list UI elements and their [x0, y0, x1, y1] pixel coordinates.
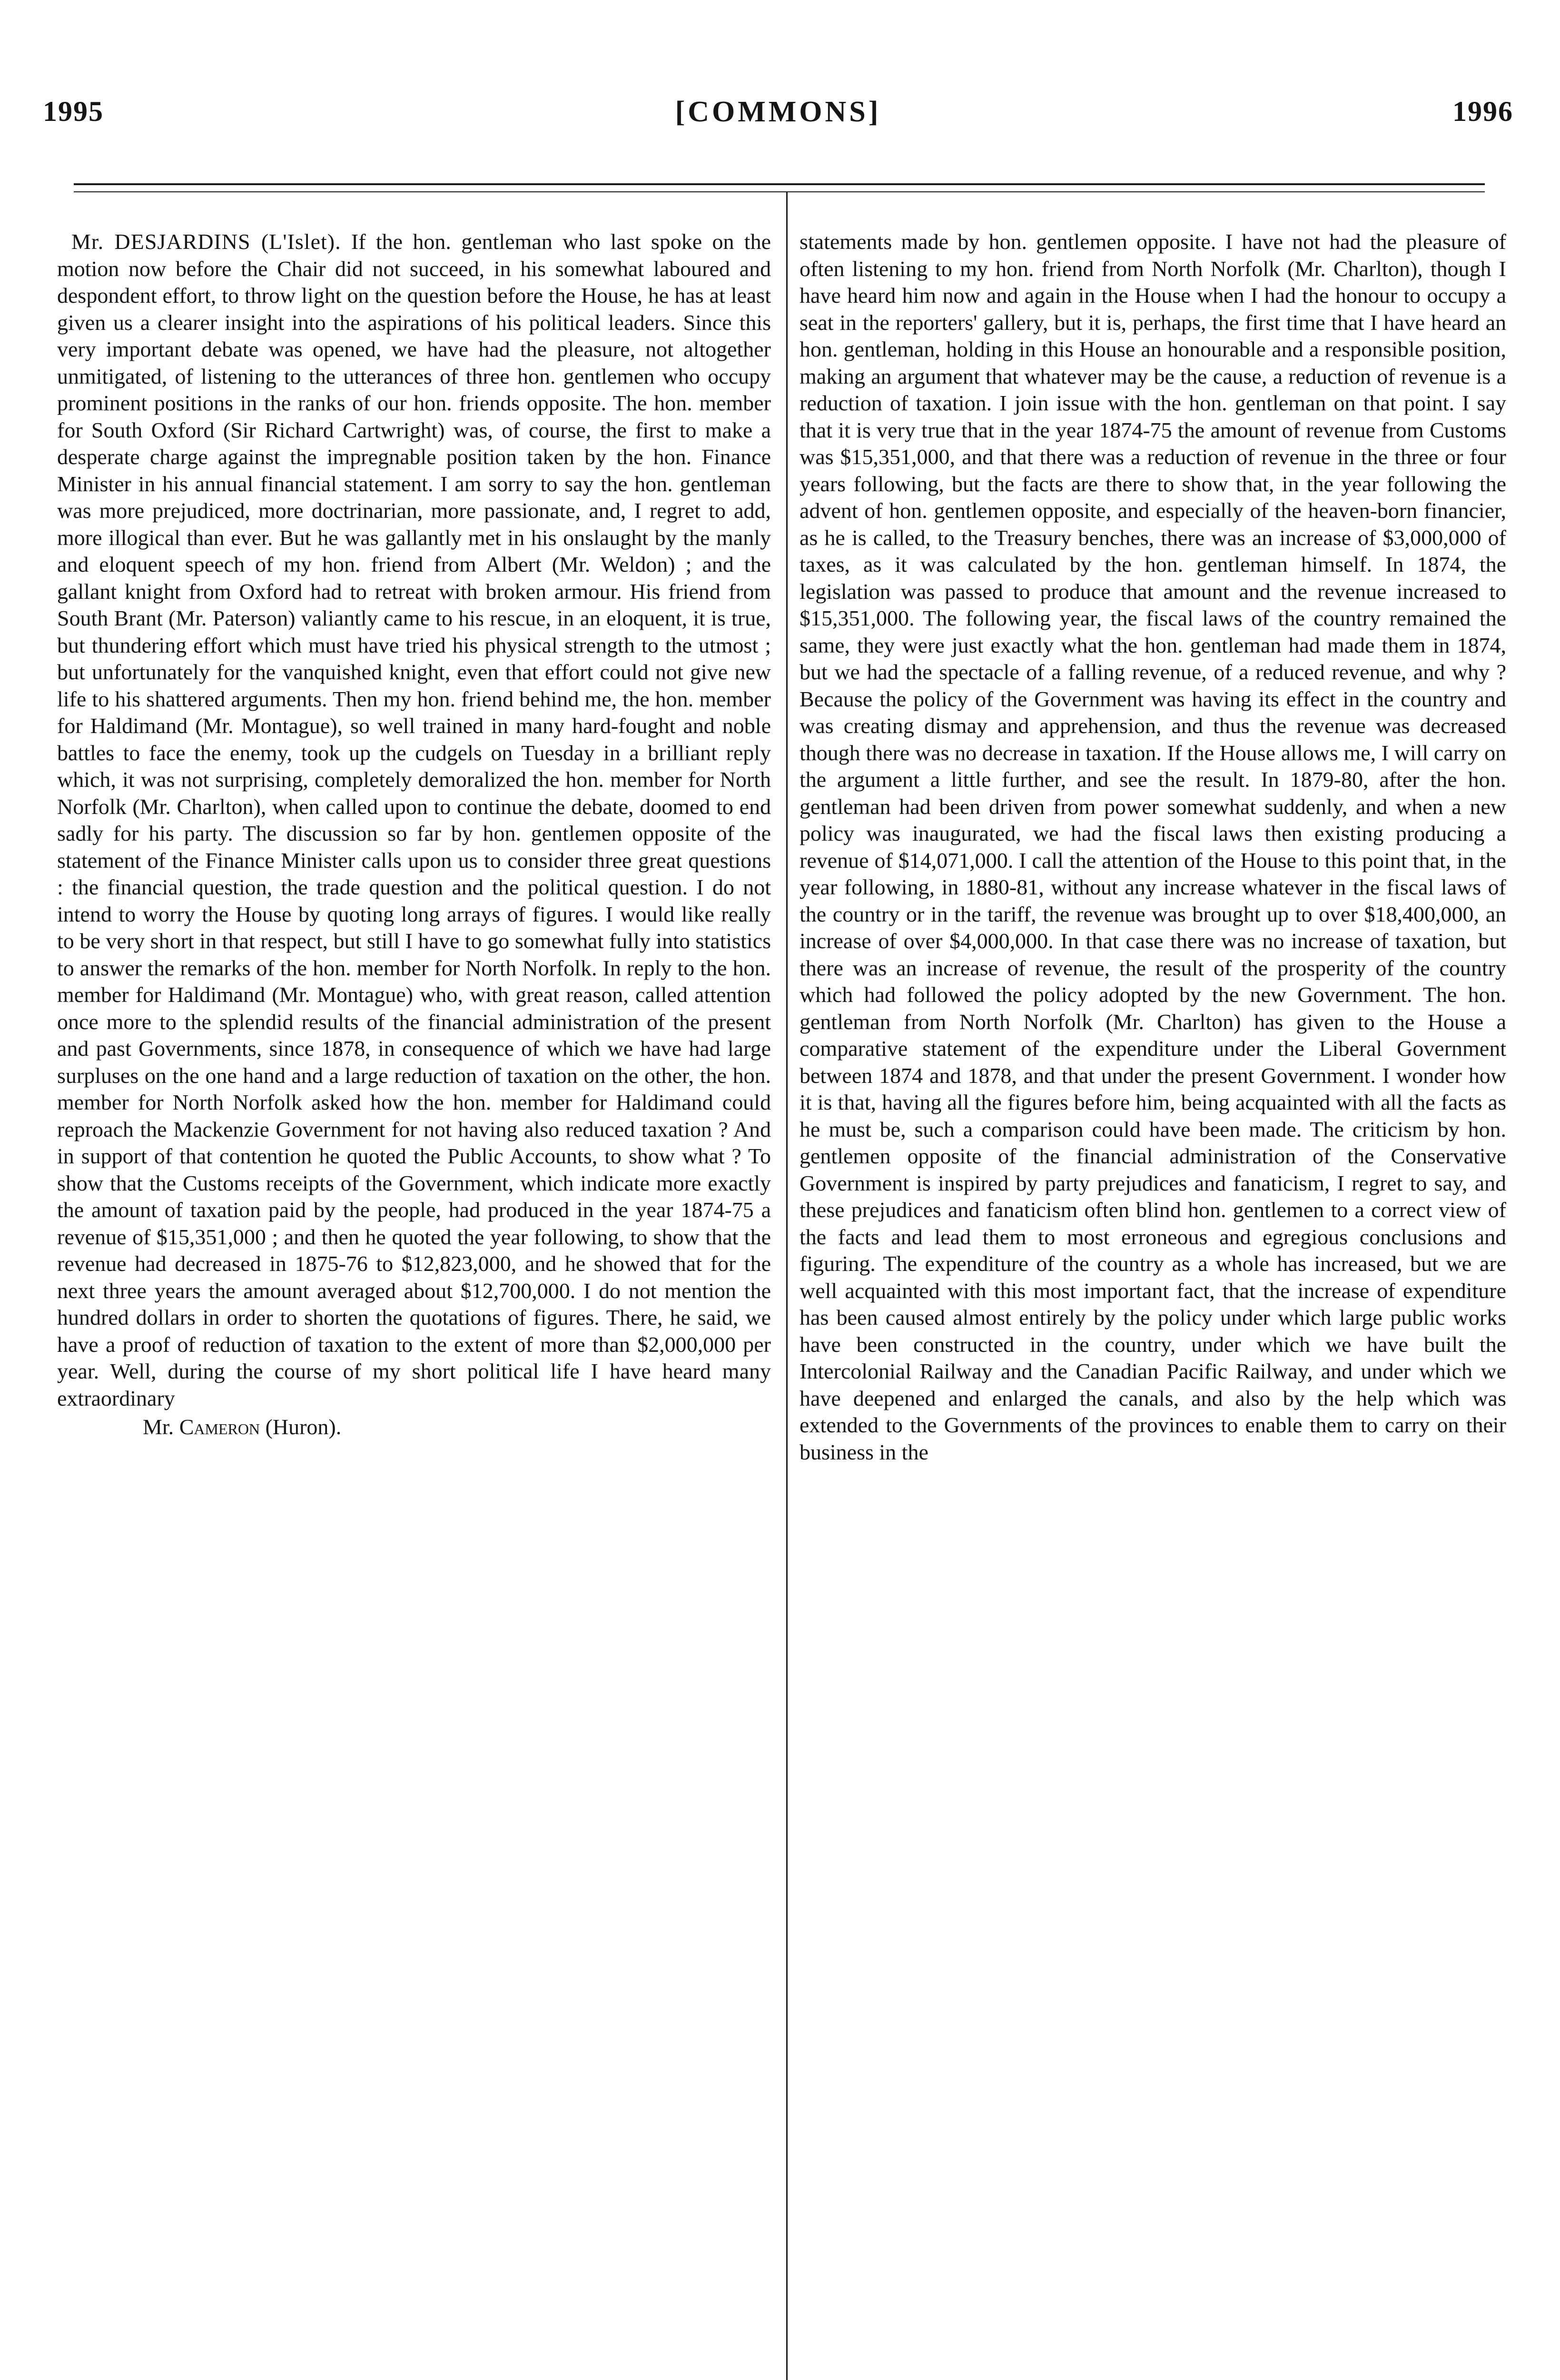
- column-divider: [786, 191, 788, 2380]
- speech-text-continued: statements made by hon. gentlemen opposite. I have not had the pleasure of often listening to my hon. friend from North Norfolk (Mr. Charlton), though I have heard him now and again in the House when I had the honour to occupy a seat in the reporters' gallery, but it is, perhaps, the first time that I have heard an hon. gentleman, holding in this House an honourable and a responsible position, making an argument that whatever may be the cause, a reduction of revenue is a reduction of taxation. I join issue with the hon. gentleman on that point. I say that it is very true that in the year 1874-75 the amount of revenue from Customs was $15,351,000, and that there was a reduction of revenue in the three or four years following, but the facts are there to show that, in the year following the advent of hon. gentlemen opposite, and especially of the heaven-born financier, as he is called, to the Treasury benches, there was an increase of $3,000,000 of taxes, as it was calculated by the hon. gentleman himself. In 1874, the legislation was passed to produce that amount and the revenue increased to $15,351,000. The following year, the fiscal laws of the country remained the same, they were just exactly what the hon. gentleman had made them in 1874, but we had the spectacle of a falling revenue, of a reduced revenue, and why ? Because the policy of the Government was having its effect in the country and was creating dismay and apprehension, and thus the revenue was decreased though there was no decrease in taxation. If the House allows me, I will carry on the argument a little further, and see the result. In 1879-80, after the hon. gentleman had been driven from power somewhat suddenly, and when a new policy was inaugurated, we had the fiscal laws then existing producing a revenue of $14,071,000. I call the attention of the House to this point that, in the year following, in 1880-81, without any increase whatever in the fiscal laws of the country or in the tariff, the revenue was brought up to over $18,400,000, an increase of over $4,000,000. In that case there was no increase of taxation, but there was an increase of revenue, the result of the prosperity of the country which had followed the policy adopted by the new Government. The hon. gentleman from North Norfolk (Mr. Charlton) has given to the House a comparative statement of the expenditure under the Liberal Government between 1874 and 1878, and that under the present Government. I wonder how it is that, having all the figures before him, being acquainted with all the facts as he must be, such a comparison could have been made. The criticism by hon. gentlemen opposite of the financial administration of the Conservative Government is inspired by party prejudices and fanaticism, I regret to say, and these prejudices and fanaticism often blind hon. gentlemen to a correct view of the facts and lead them to most erroneous and egregious conclusions and figuring. The expenditure of the country as a whole has increased, but we are well acquainted with this most important fact, that the increase of expenditure has been caused almost entirely by the policy under which large public works have been constructed in the country, under which we have built the Intercolonial Railway and the Canadian Pacific Railway, and under which we have deepened and enlarged the canals, and also by the help which was extended to the Governments of the provinces to enable them to carry on their business in the: [800, 229, 1506, 1464]
- speaker-surname: Cameron: [179, 1415, 260, 1439]
- speaker-prefix: Mr.: [143, 1415, 174, 1439]
- speaker-attribution: [57, 1414, 771, 1441]
- page-header: [43, 95, 1513, 138]
- header-rule-thin: [74, 191, 1485, 192]
- speech-paragraph-continued: [800, 228, 1506, 1466]
- speaker-name: Mr. DESJARDINS (L'Islet).: [71, 229, 341, 254]
- speech-paragraph: [57, 228, 771, 1412]
- page-title: [COMMONS]: [675, 96, 881, 128]
- left-column: [57, 228, 771, 2380]
- speaker-riding: (Huron).: [265, 1415, 342, 1439]
- page-number-right: 1996: [1452, 96, 1513, 127]
- right-column: [800, 228, 1506, 2380]
- header-rule-thick: [74, 183, 1485, 185]
- page-number-left: 1995: [43, 96, 104, 127]
- speech-text: If the hon. gentleman who last spoke on the motion now before the Chair did not succeed, in his somewhat laboured and despondent effort, to throw light on the question before the House, he has at least given us a clearer insight into the aspirations of his political leaders. Since this very important debate was opened, we have had the pleasure, not altogether unmitigated, of listening to the utterances of three hon. gentlemen who occupy prominent positions in the ranks of our hon. friends opposite. The hon. member for South Oxford (Sir Richard Cartwright) was, of course, the first to make a desperate charge against the impregnable position taken by the hon. Finance Minister in his annual financial statement. I am sorry to say the hon. gentleman was more prejudiced, more doctrinarian, more passionate, and, I regret to add, more illogical than ever. But he was gallantly met in his onslaught by the manly and eloquent speech of my hon. friend from Albert (Mr. Weldon) ; and the gallant knight from Oxford had to retreat with broken armour. His friend from South Brant (Mr. Paterson) valiantly came to his rescue, in an eloquent, it is true, but thundering effort which must have tried his physical strength to the utmost ; but unfortunately for the vanquished knight, even that effort could not give new life to his shattered arguments. Then my hon. friend behind me, the hon. member for Haldimand (Mr. Montague), so well trained in many hard-fought and noble battles to face the enemy, took up the cudgels on Tuesday in a brilliant reply which, it was not surprising, completely demoralized the hon. member for North Norfolk (Mr. Charlton), when called upon to continue the debate, doomed to end sadly for his party. The discussion so far by hon. gentlemen opposite of the statement of the Finance Minister calls upon us to consider three great questions : the financial question, the trade question and the political question. I do not intend to worry the House by quoting long arrays of figures. I would like really to be very short in that respect, but still I have to go somewhat fully into statistics to answer the remarks of the hon. member for North Norfolk. In reply to the hon. member for Haldimand (Mr. Montague) who, with great reason, called attention once more to the splendid results of the financial administration of the present and past Governments, since 1878, in consequence of which we have had large surpluses on the one hand and a large reduction of taxation on the other, the hon. member for North Norfolk asked how the hon. member for Haldimand could reproach the Mackenzie Government for not having also reduced taxation ? And in support of that contention he quoted the Public Accounts, to show what ? To show that the Customs receipts of the Government, which indicate more exactly the amount of taxation paid by the people, had produced in the year 1874-75 a revenue of $15,351,000 ; and then he quoted the year following, to show that the revenue had decreased in 1875-76 to $12,823,000, and he showed that for the next three years the amount averaged about $12,700,000. I do not mention the hundred dollars in order to shorten the quotations of figures. There, he said, we have a proof of reduction of taxation to the extent of more than $2,000,000 per year. Well, during the course of my short political life I have heard many extraordinary: [57, 229, 771, 1410]
